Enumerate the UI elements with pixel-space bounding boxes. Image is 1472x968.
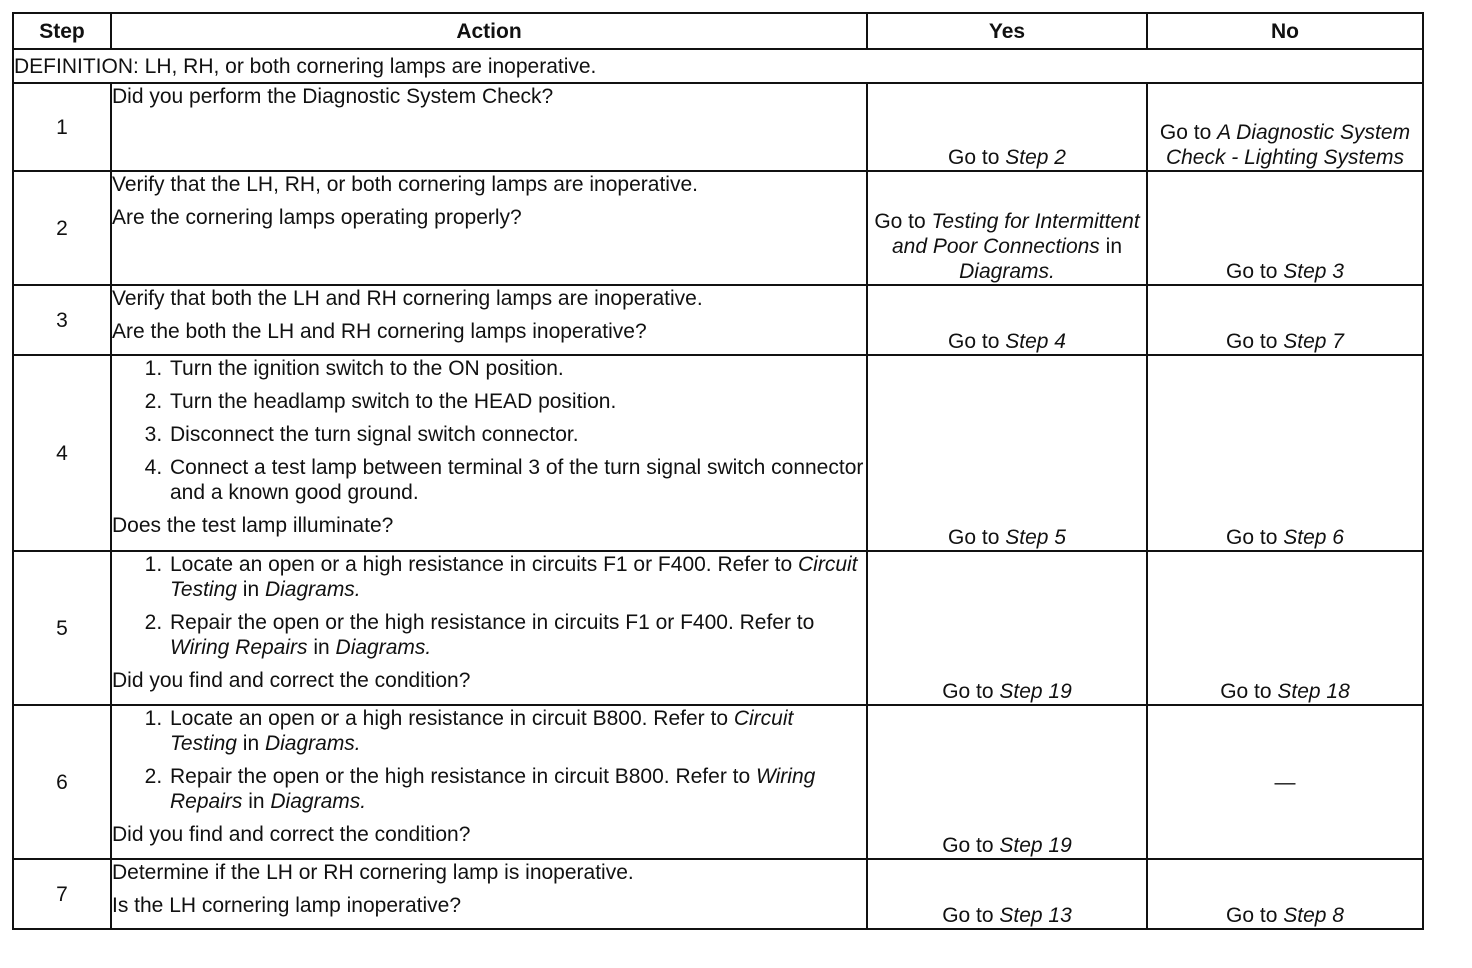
action-cell (111, 171, 867, 285)
no-link: Step 7 (1283, 330, 1344, 353)
list-item (168, 764, 866, 814)
no-link: A Diagnostic System Check - Lighting Systems (1165, 121, 1411, 169)
yes-text: Go to (942, 680, 1000, 703)
action-cell (111, 83, 867, 171)
header-row (13, 13, 1423, 49)
action-cell (111, 285, 867, 355)
yes-cell (867, 355, 1147, 551)
yes-text: Go to (874, 210, 932, 233)
list-item-text: in (307, 636, 336, 659)
ref-wiring-repairs: Wiring Repairs (170, 636, 308, 659)
action-question: Are the both the LH and RH cornering lamps inoperative? (112, 320, 647, 343)
no-cell (1147, 355, 1423, 551)
action-cell (111, 859, 867, 929)
action-line: Determine if the LH or RH cornering lamp is inoperative. (112, 861, 634, 884)
action-question: Did you find and correct the condition? (112, 669, 471, 692)
no-cell (1147, 859, 1423, 929)
list-item (168, 610, 866, 660)
action-question: Is the LH cornering lamp inoperative? (112, 894, 462, 917)
no-link: Step 8 (1283, 904, 1344, 927)
yes-text: Go to (948, 146, 1006, 169)
no-text: Go to (1226, 330, 1284, 353)
yes-cell (867, 171, 1147, 285)
no-link: Step 3 (1283, 260, 1344, 283)
ref-circuit-testing: Circuit Testing (170, 553, 858, 601)
action-line: Verify that the LH, RH, or both cornering lamps are inoperative. (112, 173, 698, 196)
no-cell (1147, 285, 1423, 355)
table-row (13, 859, 1423, 929)
definition-text: DEFINITION: LH, RH, or both cornering lamps are inoperative. (13, 49, 1423, 83)
yes-cell (867, 859, 1147, 929)
action-question: Did you find and correct the condition? (112, 823, 471, 846)
definition-row (13, 49, 1423, 83)
ref-diagrams: Diagrams. (264, 578, 361, 601)
action-line: Did you perform the Diagnostic System Check? (112, 85, 554, 108)
list-item: 2. Turn the headlamp switch to the HEAD position. (168, 389, 866, 414)
header-action: Action (111, 13, 867, 49)
step-number: 6 (13, 705, 111, 859)
list-item (168, 552, 866, 602)
list-item: 1. Turn the ignition switch to the ON position. (168, 356, 866, 381)
action-cell (111, 705, 867, 859)
header-no: No (1147, 13, 1423, 49)
yes-link: Step 19 (999, 834, 1072, 857)
no-cell (1147, 551, 1423, 705)
no-text: Go to (1159, 121, 1218, 144)
action-question: Are the cornering lamps operating properly? (112, 206, 522, 229)
header-yes: Yes (867, 13, 1147, 49)
list-item (168, 706, 866, 756)
no-text: Go to (1220, 680, 1278, 703)
no-link: Step 6 (1283, 526, 1344, 549)
list-item-text: in (236, 732, 265, 755)
list-item: 4. Connect a test lamp between terminal 3 of the turn signal switch connector and a known good ground. (168, 455, 866, 505)
action-question: Does the test lamp illuminate? (112, 514, 394, 537)
yes-link: Step 13 (999, 904, 1072, 927)
yes-link: Step 5 (1005, 526, 1066, 549)
no-text: Go to (1226, 526, 1284, 549)
ref-circuit-testing: Circuit Testing (170, 707, 794, 755)
yes-text: Go to (942, 904, 1000, 927)
step-number: 5 (13, 551, 111, 705)
list-item-text: Repair the open or the high resistance in circuit B800. Refer to (170, 765, 756, 788)
yes-cell (867, 705, 1147, 859)
list-item-text: in (236, 578, 265, 601)
no-text: Go to (1226, 260, 1284, 283)
yes-text-in: in (1099, 235, 1122, 258)
no-text: Go to (1226, 904, 1284, 927)
yes-cell (867, 551, 1147, 705)
action-cell (111, 551, 867, 705)
list-item-text: in (242, 790, 271, 813)
ref-diagrams: Diagrams. (335, 636, 432, 659)
list-item: 3. Disconnect the turn signal switch connector. (168, 422, 866, 447)
no-cell (1147, 83, 1423, 171)
table-row (13, 355, 1423, 551)
no-link: Step 18 (1277, 680, 1350, 703)
step-number: 1 (13, 83, 111, 171)
no-cell (1147, 705, 1423, 859)
no-cell (1147, 171, 1423, 285)
step-number: 4 (13, 355, 111, 551)
yes-cell (867, 285, 1147, 355)
action-line: Verify that both the LH and RH cornering lamps are inoperative. (112, 287, 703, 310)
action-steps-list (112, 552, 866, 660)
no-dash: — (1274, 770, 1296, 794)
yes-text: Go to (948, 330, 1006, 353)
ref-diagrams: Diagrams. (270, 790, 367, 813)
step-number: 2 (13, 171, 111, 285)
table-row (13, 551, 1423, 705)
yes-text: Go to (948, 526, 1006, 549)
step-number: 3 (13, 285, 111, 355)
yes-link: Testing for Intermittent and Poor Connections (892, 210, 1140, 258)
table-row (13, 705, 1423, 859)
yes-cell (867, 83, 1147, 171)
yes-link: Step 2 (1005, 146, 1066, 169)
yes-link-diagrams: Diagrams. (959, 260, 1055, 283)
header-step: Step (13, 13, 111, 49)
action-cell (111, 355, 867, 551)
action-steps-list (112, 706, 866, 814)
list-item-text: Repair the open or the high resistance in circuits F1 or F400. Refer to (170, 611, 815, 634)
ref-diagrams: Diagrams. (264, 732, 361, 755)
table-row (13, 83, 1423, 171)
ref-wiring-repairs: Wiring Repairs (170, 765, 816, 813)
yes-link: Step 4 (1005, 330, 1066, 353)
diagnostic-table (12, 12, 1424, 930)
yes-text: Go to (942, 834, 1000, 857)
action-steps-list (112, 356, 866, 505)
list-item-text: Locate an open or a high resistance in circuits F1 or F400. Refer to (170, 553, 799, 576)
step-number: 7 (13, 859, 111, 929)
list-item-text: Locate an open or a high resistance in circuit B800. Refer to (170, 707, 734, 730)
yes-link: Step 19 (999, 680, 1072, 703)
table-row (13, 285, 1423, 355)
table-row (13, 171, 1423, 285)
